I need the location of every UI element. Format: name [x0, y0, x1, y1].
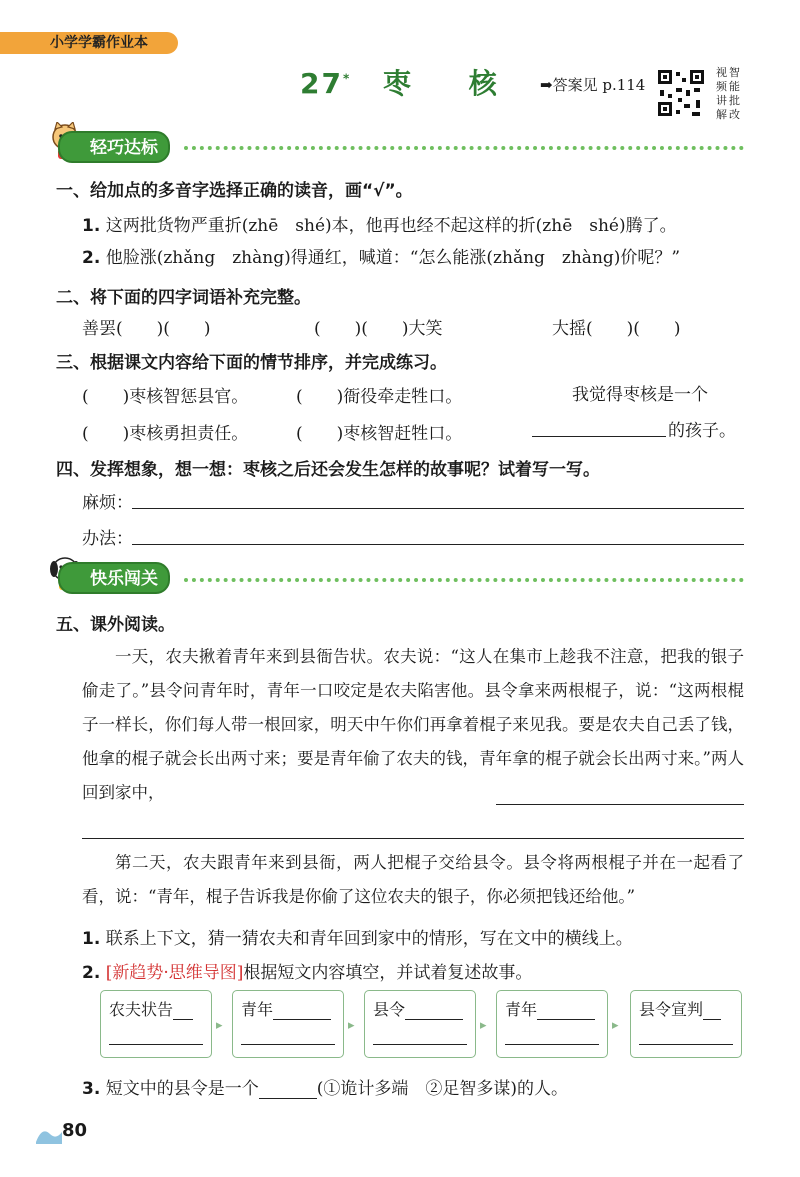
- idiom-2: ( )( )大笑: [314, 319, 443, 339]
- lesson-title-char-1: 枣: [383, 67, 414, 100]
- reading-paragraph-2: 第二天，农夫跟青年来到县衙，两人把棍子交给县令。县令将两根棍子并在一起看了看，说：“青年，棍子告诉我是你偷了这位农夫的银子，你必须把钱还给他。”: [82, 853, 744, 906]
- reading-paragraph-1: 一天，农夫揪着青年来到县衙告状。农夫说：“这人在集市上趁我不注意，把我的银子偷走了。”县令问青年时，青年一口咬定是农夫陷害他。县令拿来两根棍子，说：“这两根棍子一样长，你们每人带一根回家，明天中午你们再拿着棍子来见我。要是农夫自己丢了钱，他拿的棍子就会长出两寸来；要是青年偷了农夫的钱，青年拿的棍子就会长出两寸来。”两人回到家中，: [82, 647, 744, 802]
- sub-question-1: 1. 联系上下文，猜一猜农夫和青年回到家中的情形，写在文中的横线上。: [82, 929, 633, 949]
- plot-event-4: ( )枣核智赶牲口。: [296, 424, 463, 444]
- opinion-suffix: 的孩子。: [668, 421, 736, 441]
- section-divider: [184, 578, 744, 582]
- flow-arrow-icon: ▸: [612, 1018, 619, 1033]
- question-3-title: 三、根据课文内容给下面的情节排序，并完成练习。: [56, 353, 447, 373]
- qr-labels: 视 智 频 能 讲 批 解 改: [716, 66, 740, 121]
- qr-code-icon[interactable]: [656, 68, 706, 118]
- lesson-number: 27: [300, 67, 343, 100]
- series-tab: 小学学霸作业本: [0, 32, 178, 54]
- flow-arrow-icon: ▸: [216, 1018, 223, 1033]
- flow-arrow-icon: ▸: [348, 1018, 355, 1033]
- question-5-title: 五、课外阅读。: [56, 615, 175, 635]
- idiom-3: 大摇( )( ): [552, 319, 681, 339]
- story-blank-1[interactable]: [496, 804, 744, 805]
- question-1-title: 一、给加点的多音字选择正确的读音，画“√”。: [56, 181, 413, 201]
- flow-box-magistrate[interactable]: 县令: [364, 990, 476, 1058]
- flow-box-youth-1[interactable]: 青年: [232, 990, 344, 1058]
- sub-question-2: 2. [新趋势·思维导图]根据短文内容填空，并试着复述故事。: [82, 963, 533, 983]
- question-2-title: 二、将下面的四字词语补充完整。: [56, 288, 311, 308]
- trouble-label: 麻烦：: [82, 493, 133, 513]
- flow-box-farmer[interactable]: 农夫状告: [100, 990, 212, 1058]
- lesson-title: [300, 62, 499, 102]
- question-1-item-1: 1. 这两批货物严重折(zhē shé)本，他再也经不起这样的折(zhē shé)腾了。: [82, 216, 677, 236]
- opinion-blank[interactable]: [532, 436, 666, 437]
- sub-question-3-blank[interactable]: [259, 1080, 317, 1099]
- solution-label: 办法：: [82, 529, 133, 549]
- plot-event-3: ( )枣核勇担责任。: [82, 424, 249, 444]
- plot-event-2: ( )衙役牵走牲口。: [296, 387, 463, 407]
- trouble-blank[interactable]: [132, 508, 744, 509]
- lesson-mark: *: [342, 71, 352, 86]
- page-number: 80: [62, 1120, 88, 1141]
- plot-event-1: ( )枣核智惩县官。: [82, 387, 249, 407]
- solution-blank[interactable]: [132, 544, 744, 545]
- wave-decoration-icon: [34, 1122, 64, 1146]
- flow-arrow-icon: ▸: [480, 1018, 487, 1033]
- section-badge-easy: 轻巧达标: [58, 131, 170, 163]
- question-4-title: 四、发挥想象，想一想：枣核之后还会发生怎样的故事呢？试着写一写。: [56, 460, 600, 480]
- trend-tag: [新趋势·思维导图]: [105, 963, 244, 983]
- story-blank-2[interactable]: [82, 838, 744, 839]
- answer-reference: ➡答案见 p.114: [540, 76, 646, 94]
- section-divider: [184, 146, 744, 150]
- opinion-prompt: 我觉得枣核是一个: [572, 385, 708, 405]
- lesson-title-char-2: 核: [468, 67, 499, 100]
- flow-box-verdict[interactable]: 县令宣判: [630, 990, 742, 1058]
- sub-question-3: 3. 短文中的县令是一个 (①诡计多端 ②足智多谋)的人。: [82, 1079, 568, 1099]
- question-1-item-2: 2. 他脸涨(zhǎng zhàng)得通红，喊道：“怎么能涨(zhǎng zhàng)价呢？”: [82, 248, 681, 268]
- section-badge-fun: 快乐闯关: [58, 562, 170, 594]
- idiom-1: 善罢( )( ): [82, 319, 211, 339]
- flow-box-youth-2[interactable]: 青年: [496, 990, 608, 1058]
